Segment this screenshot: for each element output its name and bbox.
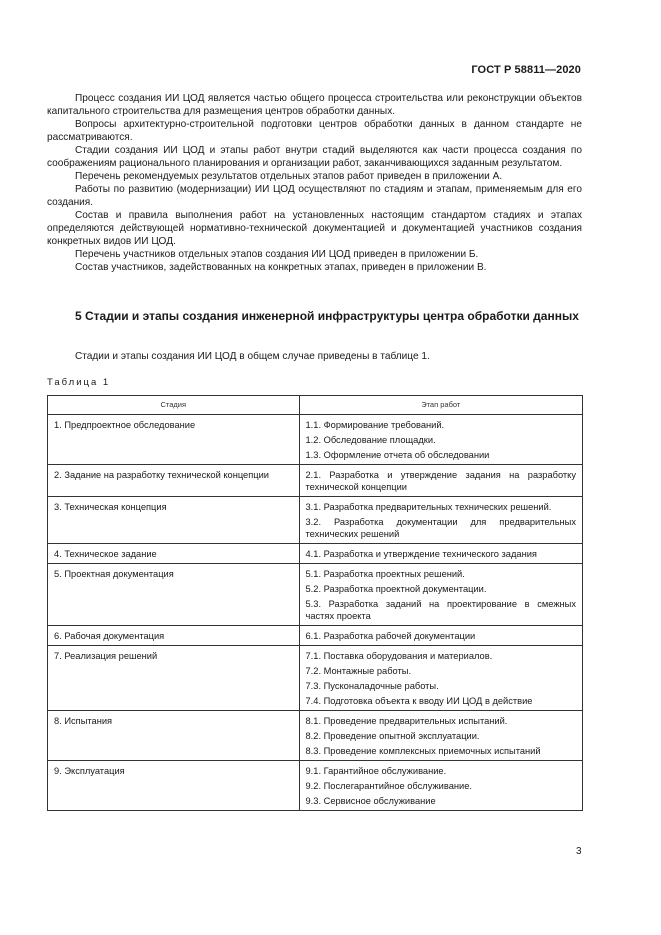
stage-cell: 6. Рабочая документация: [48, 626, 300, 646]
work-step: 5.3. Разработка заданий на проектирование в смежных частях проекта: [305, 599, 576, 621]
work-steps-cell: [299, 465, 582, 497]
table-row: [48, 544, 583, 564]
work-steps-cell: [299, 711, 582, 761]
stage-cell: 4. Техническое задание: [48, 544, 300, 564]
stage-cell: 8. Испытания: [48, 711, 300, 761]
work-steps-cell: [299, 646, 582, 711]
stage-cell: 7. Реализация решений: [48, 646, 300, 711]
work-step: 8.1. Проведение предварительных испытаний.: [305, 716, 508, 726]
paragraph: Вопросы архитектурно-строительной подготовки центров обработки данных в данном стандарте не рассматриваются.: [47, 119, 582, 143]
work-steps-cell: [299, 761, 582, 811]
table-row: [48, 761, 583, 811]
table-body: [48, 415, 583, 811]
work-steps-cell: [299, 544, 582, 564]
paragraph: Состав участников, задействованных на конкретных этапах, приведен в приложении В.: [75, 262, 487, 273]
work-step: 5.1. Разработка проектных решений.: [305, 569, 465, 579]
paragraph: Перечень участников отдельных этапов создания ИИ ЦОД приведен в приложении Б.: [75, 249, 479, 260]
work-step: 3.1. Разработка предварительных технических решений.: [305, 502, 552, 512]
table-caption: Таблица 1: [47, 377, 111, 388]
stage-cell: 5. Проектная документация: [48, 564, 300, 626]
column-header-stage: Стадия: [48, 396, 300, 415]
table-row: [48, 626, 583, 646]
work-step: 7.3. Пусконаладочные работы.: [305, 681, 439, 691]
table-row: [48, 415, 583, 465]
work-steps-cell: [299, 626, 582, 646]
table-row: [48, 711, 583, 761]
table-row: [48, 564, 583, 626]
document-code: ГОСТ Р 58811—2020: [471, 64, 581, 76]
body-text: [47, 92, 582, 274]
paragraph: Стадии создания ИИ ЦОД и этапы работ внутри стадий выделяются как части процесса создания по соображениям рационального планирования и организации работ, заканчивающихся заданным результатом.: [47, 145, 582, 169]
section-title: 5 Стадии и этапы создания инженерной инфраструктуры центра обработки данных: [75, 309, 579, 323]
work-step: 7.4. Подготовка объекта к вводу ИИ ЦОД в действие: [305, 696, 533, 706]
work-step: 7.2. Монтажные работы.: [305, 666, 412, 676]
paragraph: Процесс создания ИИ ЦОД является частью общего процесса строительства или реконструкции объектов капитального строительства для размещения центров обработки данных.: [47, 93, 582, 117]
paragraph: Состав и правила выполнения работ на установленных настоящим стандартом стадиях и этапах определяются действующей нормативно-технической документацией и документацией участников создания конкретных видов ИИ ЦОД.: [47, 210, 582, 247]
column-header-work-step: Этап работ: [299, 396, 582, 415]
work-step: 4.1. Разработка и утверждение технического задания: [305, 549, 537, 559]
work-step: 5.2. Разработка проектной документации.: [305, 584, 487, 594]
work-step: 6.1. Разработка рабочей документации: [305, 631, 476, 641]
work-step: 8.3. Проведение комплексных приемочных испытаний: [305, 746, 541, 756]
work-steps-cell: [299, 497, 582, 544]
work-step: 9.1. Гарантийное обслуживание.: [305, 766, 447, 776]
work-step: 7.1. Поставка оборудования и материалов.: [305, 651, 493, 661]
work-step: 2.1. Разработка и утверждение задания на разработку технической концепции: [305, 470, 576, 492]
work-steps-cell: [299, 415, 582, 465]
stage-cell: 3. Техническая концепция: [48, 497, 300, 544]
work-step: 8.2. Проведение опытной эксплуатации.: [305, 731, 480, 741]
paragraph: Работы по развитию (модернизации) ИИ ЦОД осуществляют по стадиям и этапам, применяемым для его создания.: [47, 184, 582, 208]
section-intro: Стадии и этапы создания ИИ ЦОД в общем случае приведены в таблице 1.: [75, 351, 430, 362]
work-step: 9.3. Сервисное обслуживание: [305, 796, 436, 806]
work-step: 1.2. Обследование площадки.: [305, 435, 436, 445]
paragraph: Перечень рекомендуемых результатов отдельных этапов работ приведен в приложении А.: [75, 171, 503, 182]
table-row: [48, 497, 583, 544]
work-step: 1.1. Формирование требований.: [305, 420, 445, 430]
work-step: 1.3. Оформление отчета об обследовании: [305, 450, 490, 460]
stages-table: [47, 395, 583, 811]
work-step: 9.2. Послегарантийное обслуживание.: [305, 781, 472, 791]
table-header-row: [48, 396, 583, 415]
stage-cell: 1. Предпроектное обследование: [48, 415, 300, 465]
work-steps-cell: [299, 564, 582, 626]
table-row: [48, 465, 583, 497]
table-row: [48, 646, 583, 711]
stage-cell: 2. Задание на разработку технической концепции: [48, 465, 300, 497]
page-number: 3: [576, 846, 582, 857]
work-step: 3.2. Разработка документации для предварительных технических решений: [305, 517, 576, 539]
stage-cell: 9. Эксплуатация: [48, 761, 300, 811]
